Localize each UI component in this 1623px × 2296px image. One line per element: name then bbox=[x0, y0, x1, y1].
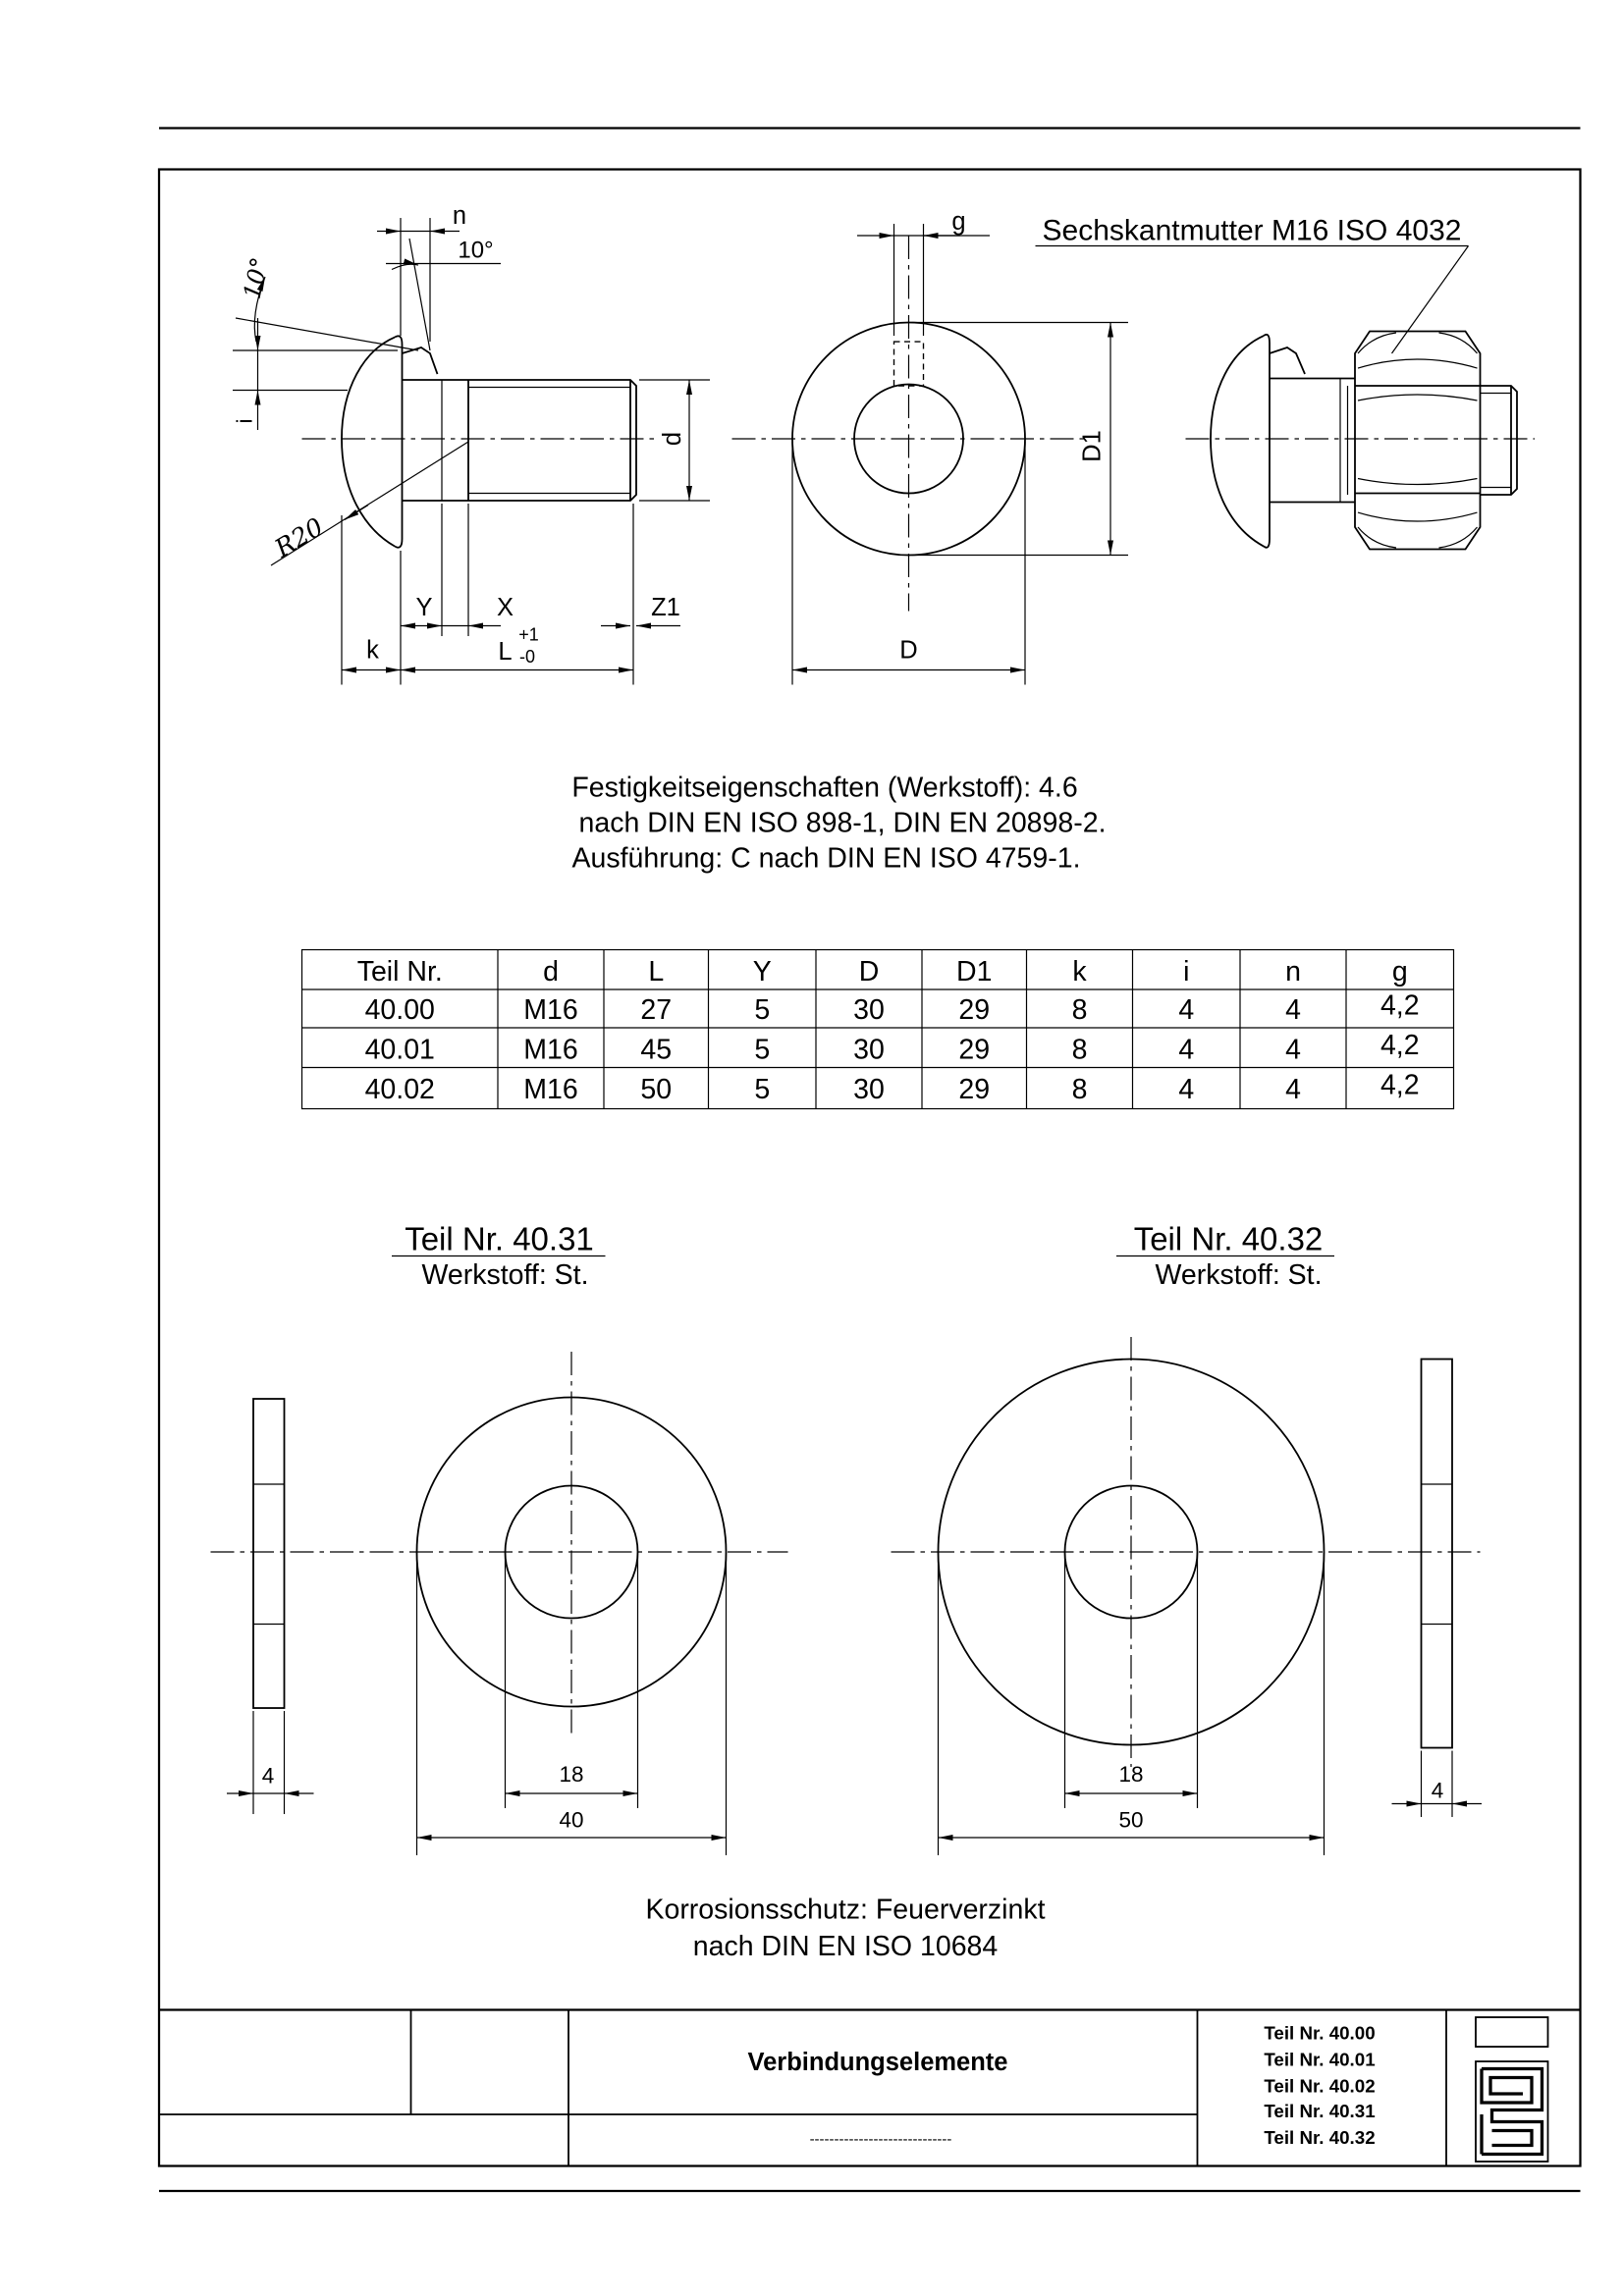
note-line: Festigkeitseigenschaften (Werkstoff): 4.6 bbox=[571, 772, 1078, 804]
property-notes bbox=[571, 773, 1106, 875]
title-block bbox=[159, 2010, 1581, 2166]
table-header: k bbox=[1072, 956, 1087, 988]
table-cell: 4 bbox=[1178, 1034, 1195, 1066]
table-cell: 30 bbox=[853, 1034, 885, 1066]
label-l-tolerance-plus: +1 bbox=[518, 624, 539, 645]
table-cell: 45 bbox=[640, 1034, 673, 1066]
hex-nut-chamfer bbox=[1358, 512, 1478, 548]
label-y: Y bbox=[415, 594, 433, 622]
label-n: n bbox=[452, 202, 467, 231]
table-header: d bbox=[543, 956, 559, 988]
label-k: k bbox=[366, 636, 379, 665]
bolt-end-view bbox=[732, 208, 1129, 685]
table-header: L bbox=[648, 956, 665, 988]
label-radius: R20 bbox=[270, 512, 329, 564]
label-outer-diameter: 50 bbox=[1118, 1807, 1144, 1833]
drawing-title: Verbindungselemente bbox=[747, 2049, 1008, 2077]
angle-leg bbox=[409, 239, 430, 350]
washer-part-number: Teil Nr. 40.31 bbox=[405, 1220, 594, 1257]
table-cell: 4 bbox=[1285, 994, 1301, 1027]
table-header: D bbox=[858, 956, 880, 988]
label-d-outer: D bbox=[899, 636, 918, 665]
table-header: D1 bbox=[956, 956, 993, 988]
table-cell: 40.00 bbox=[364, 994, 435, 1027]
label-thickness: 4 bbox=[261, 1763, 275, 1789]
washer-side-view bbox=[1422, 1360, 1453, 1748]
washer-40-32 bbox=[892, 1221, 1483, 1856]
table-header: g bbox=[1391, 956, 1408, 988]
table-cell: 4 bbox=[1178, 1074, 1195, 1106]
revision-box bbox=[1476, 2017, 1548, 2047]
nut-callout: Sechskantmutter M16 ISO 4032 bbox=[1042, 214, 1462, 247]
table-cell: 40.01 bbox=[364, 1034, 435, 1066]
bolt-neck-nib bbox=[403, 347, 438, 374]
title-part-number: Teil Nr. 40.31 bbox=[1264, 2101, 1376, 2122]
table-cell: M16 bbox=[523, 1034, 578, 1066]
table-header-row bbox=[357, 956, 1408, 988]
label-thickness: 4 bbox=[1431, 1778, 1444, 1803]
hex-nut-chamfer bbox=[1358, 333, 1478, 368]
table-cell: 4,2 bbox=[1380, 989, 1420, 1022]
bolt-head-face bbox=[1264, 335, 1270, 548]
bolt-shank bbox=[403, 380, 637, 501]
table-cell: 5 bbox=[754, 994, 771, 1027]
drawing-border bbox=[159, 170, 1581, 2166]
label-z1: Z1 bbox=[651, 594, 680, 622]
table-cell: 5 bbox=[754, 1034, 771, 1066]
note-line: nach DIN EN ISO 10684 bbox=[692, 1931, 999, 1963]
table-cell: 8 bbox=[1071, 1034, 1088, 1066]
title-part-number: Teil Nr. 40.00 bbox=[1264, 2022, 1376, 2044]
label-d: d bbox=[659, 431, 686, 447]
table-cell: 5 bbox=[754, 1074, 771, 1106]
title-part-number: Teil Nr. 40.02 bbox=[1264, 2075, 1376, 2097]
table-row bbox=[365, 1070, 1420, 1106]
washer-part-number: Teil Nr. 40.32 bbox=[1133, 1220, 1324, 1257]
bolt-side-view bbox=[233, 202, 711, 685]
bolt-dome-head bbox=[342, 338, 395, 547]
dimension-table bbox=[302, 950, 1454, 1109]
label-l-tolerance-minus: -0 bbox=[518, 647, 536, 667]
label-outer-diameter: 40 bbox=[559, 1807, 584, 1833]
note-line: nach DIN EN ISO 898-1, DIN EN 20898-2. bbox=[578, 807, 1107, 839]
table-row bbox=[365, 1030, 1420, 1066]
table-cell: 4 bbox=[1285, 1034, 1301, 1066]
table-header: i bbox=[1183, 956, 1190, 988]
label-l: L bbox=[498, 638, 513, 667]
table-header: Y bbox=[752, 956, 772, 988]
logo-pattern bbox=[1482, 2069, 1542, 2155]
table-cell: 30 bbox=[853, 1074, 885, 1106]
company-logo-icon bbox=[1476, 2061, 1548, 2162]
table-cell: 4,2 bbox=[1380, 1069, 1420, 1101]
label-g: g bbox=[951, 208, 966, 237]
sheet-frame bbox=[159, 129, 1581, 2192]
table-cell: 27 bbox=[640, 994, 673, 1027]
washer-material: Werkstoff: St. bbox=[1155, 1259, 1323, 1292]
angle-leg bbox=[236, 318, 418, 350]
table-cell: 50 bbox=[640, 1074, 673, 1106]
table-header: n bbox=[1285, 956, 1301, 988]
label-angle-top: 10° bbox=[458, 237, 494, 264]
note-line: Ausführung: C nach DIN EN ISO 4759-1. bbox=[571, 842, 1081, 875]
label-angle-left: 10° bbox=[238, 254, 274, 302]
bolt-head-face bbox=[395, 336, 403, 547]
title-part-number: Teil Nr. 40.01 bbox=[1264, 2049, 1376, 2070]
table-cell: 4 bbox=[1285, 1074, 1301, 1106]
washer-40-31 bbox=[211, 1221, 788, 1856]
title-part-number: Teil Nr. 40.32 bbox=[1264, 2127, 1376, 2149]
table-cell: M16 bbox=[523, 1074, 578, 1106]
bolt-dome-head bbox=[1211, 336, 1264, 547]
table-cell: 4 bbox=[1178, 994, 1195, 1027]
corrosion-note bbox=[645, 1895, 1045, 1963]
table-cell: 40.02 bbox=[364, 1074, 435, 1106]
table-cell: M16 bbox=[523, 994, 578, 1027]
drawing-number: ----------------------------- bbox=[809, 2131, 952, 2149]
bolt-neck-nib bbox=[1270, 347, 1305, 374]
table-cell: 29 bbox=[958, 1074, 991, 1106]
table-cell: 30 bbox=[853, 994, 885, 1027]
label-inner-diameter: 18 bbox=[559, 1762, 584, 1788]
note-line: Korrosionsschutz: Feuerverzinkt bbox=[645, 1894, 1046, 1926]
washer-material: Werkstoff: St. bbox=[421, 1259, 589, 1292]
hex-nut-chamfer bbox=[1358, 395, 1478, 485]
label-i: i bbox=[232, 418, 257, 424]
table-cell: 4,2 bbox=[1380, 1030, 1420, 1062]
table-cell: 29 bbox=[958, 1034, 991, 1066]
table-row bbox=[365, 990, 1420, 1027]
table-header: Teil Nr. bbox=[356, 956, 443, 988]
label-inner-diameter: 18 bbox=[1118, 1762, 1144, 1788]
table-cell: 29 bbox=[958, 994, 991, 1027]
label-d1: D1 bbox=[1078, 430, 1107, 462]
table-cell: 8 bbox=[1071, 1074, 1088, 1106]
label-x: X bbox=[496, 594, 514, 622]
table-cell: 8 bbox=[1071, 994, 1088, 1027]
washer-side-view bbox=[253, 1399, 285, 1708]
